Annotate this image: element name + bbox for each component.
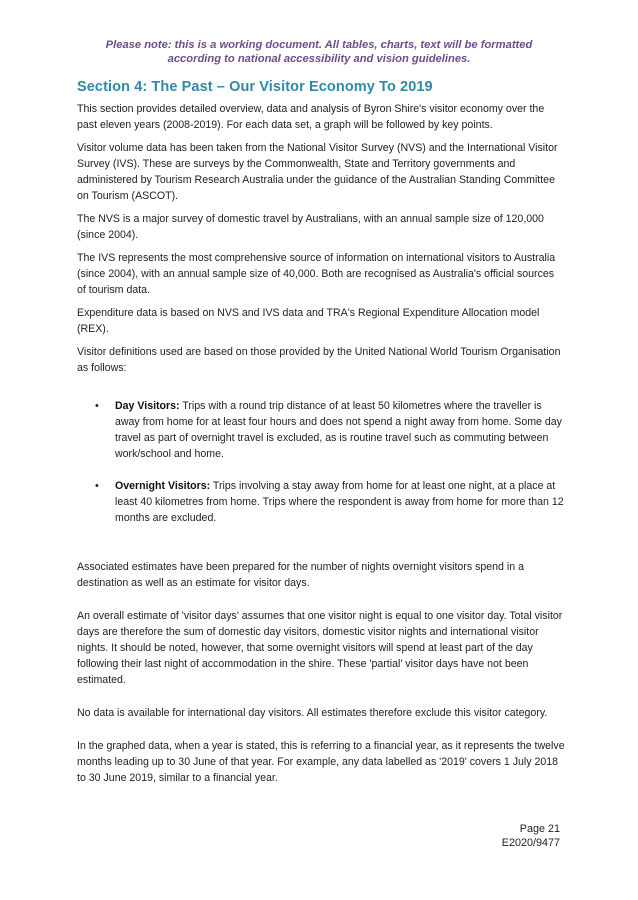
definition-text: Trips involving a stay away from home for at least one night, at a place at least 40 kilometres from home. Trips where the respondent is away from home for more than 12 months are excluded. (115, 480, 564, 524)
paragraph-international-day: No data is available for international day visitors. All estimates therefore exclude this visitor category. (77, 707, 548, 719)
paragraph-ivs: The IVS represents the most comprehensive source of information on international visitors to Australia (since 2004), with an annual sample size of 40,000. Both are recognised as Australia's official sources of tourism data. (77, 252, 556, 296)
paragraph-definitions-intro: Visitor definitions used are based on those provided by the United National World Tourism Organisation as follows: (77, 346, 561, 374)
page-number: Page 21 (519, 823, 560, 835)
bullet-icon: • (95, 480, 99, 492)
paragraph-expenditure: Expenditure data is based on NVS and IVS data and TRA's Regional Expenditure Allocation model (REX). (77, 307, 540, 335)
notice-line-1: Please note: this is a working document. All tables, charts, text will be formatted (105, 39, 533, 51)
paragraph-data-sources: Visitor volume data has been taken from the National Visitor Survey (NVS) and the International Visitor Survey (IVS). These are surveys by the Commonwealth, State and Territory governments and administered by Tourism Research Australia under the guidance of the Australian Standing Committee on Tourism (ASCOT). (77, 142, 558, 202)
section-heading: Section 4: The Past – Our Visitor Economy To 2019 (77, 79, 433, 95)
visitor-definitions-list (77, 398, 565, 526)
paragraph-financial-year: In the graphed data, when a year is stated, this is referring to a financial year, as it represents the twelve months leading up to 30 June of that year. For example, any data labelled as '2019' covers 1 July 2018 to 30 June 2019, similar to a financial year. (77, 740, 565, 784)
document-reference: E2020/9477 (501, 837, 560, 849)
paragraph-visitor-days: An overall estimate of 'visitor days' assumes that one visitor night is equal to one visitor day. Total visitor days are therefore the sum of domestic day visitors, domestic visitor nights and international visitor nights. It should be noted, however, that some overnight visitors will spend at least part of the day following their last night of accommodation in the shire. These 'partial' visitor days have not been estimated. (77, 610, 563, 686)
list-item (77, 398, 565, 462)
notice-line-2: according to national accessibility and vision guidelines. (167, 53, 471, 65)
section-body (77, 101, 565, 793)
working-document-notice (60, 38, 578, 66)
definition-term: Overnight Visitors: (115, 480, 211, 492)
page-footer (502, 822, 560, 850)
bullet-icon: • (95, 400, 99, 412)
definition-text: Trips with a round trip distance of at least 50 kilometres where the traveller is away from home for at least four hours and does not spend a night away from home. Some day travel as part of overnight travel is excluded, as is routine travel such as commuting between work/school and home. (115, 400, 562, 460)
paragraph-nvs: The NVS is a major survey of domestic travel by Australians, with an annual sample size of 120,000 (since 2004). (77, 213, 544, 241)
paragraph-estimates: Associated estimates have been prepared for the number of nights overnight visitors spend in a destination as well as an estimate for visitor days. (77, 561, 524, 589)
definition-term: Day Visitors: (115, 400, 180, 412)
list-item (77, 478, 565, 526)
paragraph-overview: This section provides detailed overview, data and analysis of Byron Shire's visitor economy over the past eleven years (2008-2019). For each data set, a graph will be followed by key points. (77, 103, 545, 131)
